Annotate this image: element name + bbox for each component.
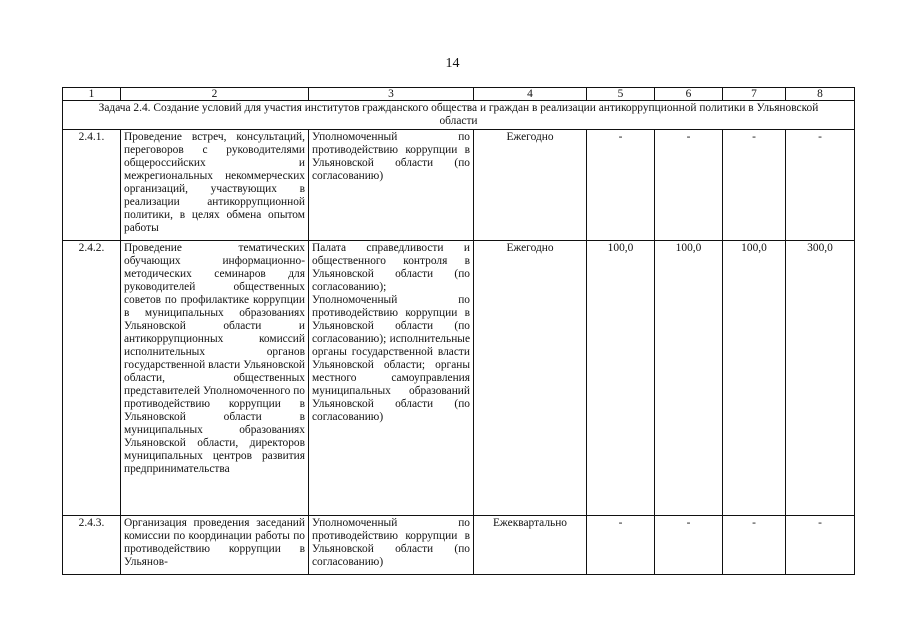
executor-cell: Палата справедливости и общественного контроля в Ульяновской области (по согласованию); Уполномоченный по противодействию коррупции в Ульяновской области (по согласованию); исполнительные органы государственной власти Ульяновской области; органы местного самоуправления муниципальных образований Ульяновской области (по согласованию) bbox=[309, 241, 474, 516]
column-number: 7 bbox=[723, 88, 786, 101]
column-number: 6 bbox=[655, 88, 723, 101]
funding-cell: - bbox=[587, 130, 655, 241]
column-number: 4 bbox=[474, 88, 587, 101]
activities-table bbox=[62, 87, 855, 575]
activity-cell: Проведение встреч, консультаций, переговоров с руководителями общероссийских и межрегиональных некоммерческих организаций, участвующих в реализации антикоррупционной политики, в целях обмена опытом работы bbox=[121, 130, 309, 241]
executor-cell: Уполномоченный по противодействию коррупции в Ульяновской области (по согласованию) bbox=[309, 516, 474, 575]
funding-cell: - bbox=[655, 516, 723, 575]
funding-cell: - bbox=[587, 516, 655, 575]
column-number: 8 bbox=[786, 88, 855, 101]
period-cell: Ежеквартально bbox=[474, 516, 587, 575]
activity-cell: Проведение тематических обучающих информационно-методических семинаров для руководителей общественных советов по профилактике коррупции в муниципальных образованиях Ульяновской области и антикоррупционных комиссий исполнительных органов государственной власти Ульяновской области, общественных представителей Уполномоченного по противодействию коррупции в Ульяновской области в муниципальных образованиях Ульяновской области, директоров муниципальных центров развития предпринимательства bbox=[121, 241, 309, 516]
task-heading: Задача 2.4. Создание условий для участия институтов гражданского общества и граждан в реализации антикоррупционной политики в Ульяновской области bbox=[63, 101, 855, 130]
row-number: 2.4.3. bbox=[63, 516, 121, 575]
table-row bbox=[63, 241, 855, 516]
table-row bbox=[63, 516, 855, 575]
period-cell: Ежегодно bbox=[474, 241, 587, 516]
column-number: 1 bbox=[63, 88, 121, 101]
funding-cell: 100,0 bbox=[723, 241, 786, 516]
funding-cell: - bbox=[723, 130, 786, 241]
page-number: 14 bbox=[445, 56, 460, 71]
task-heading-row bbox=[63, 101, 855, 130]
executor-cell: Уполномоченный по противодействию коррупции в Ульяновской области (по согласованию) bbox=[309, 130, 474, 241]
column-number: 3 bbox=[309, 88, 474, 101]
funding-total-cell: - bbox=[786, 130, 855, 241]
column-number-row bbox=[63, 88, 855, 101]
funding-total-cell: 300,0 bbox=[786, 241, 855, 516]
table-row bbox=[63, 130, 855, 241]
column-number: 5 bbox=[587, 88, 655, 101]
column-number: 2 bbox=[121, 88, 309, 101]
funding-cell: - bbox=[655, 130, 723, 241]
funding-cell: 100,0 bbox=[587, 241, 655, 516]
funding-total-cell: - bbox=[786, 516, 855, 575]
period-cell: Ежегодно bbox=[474, 130, 587, 241]
row-number: 2.4.2. bbox=[63, 241, 121, 516]
funding-cell: 100,0 bbox=[655, 241, 723, 516]
activity-cell: Организация проведения заседаний комиссии по координации работы по противодействию коррупции в Ульянов- bbox=[121, 516, 309, 575]
row-number: 2.4.1. bbox=[63, 130, 121, 241]
funding-cell: - bbox=[723, 516, 786, 575]
